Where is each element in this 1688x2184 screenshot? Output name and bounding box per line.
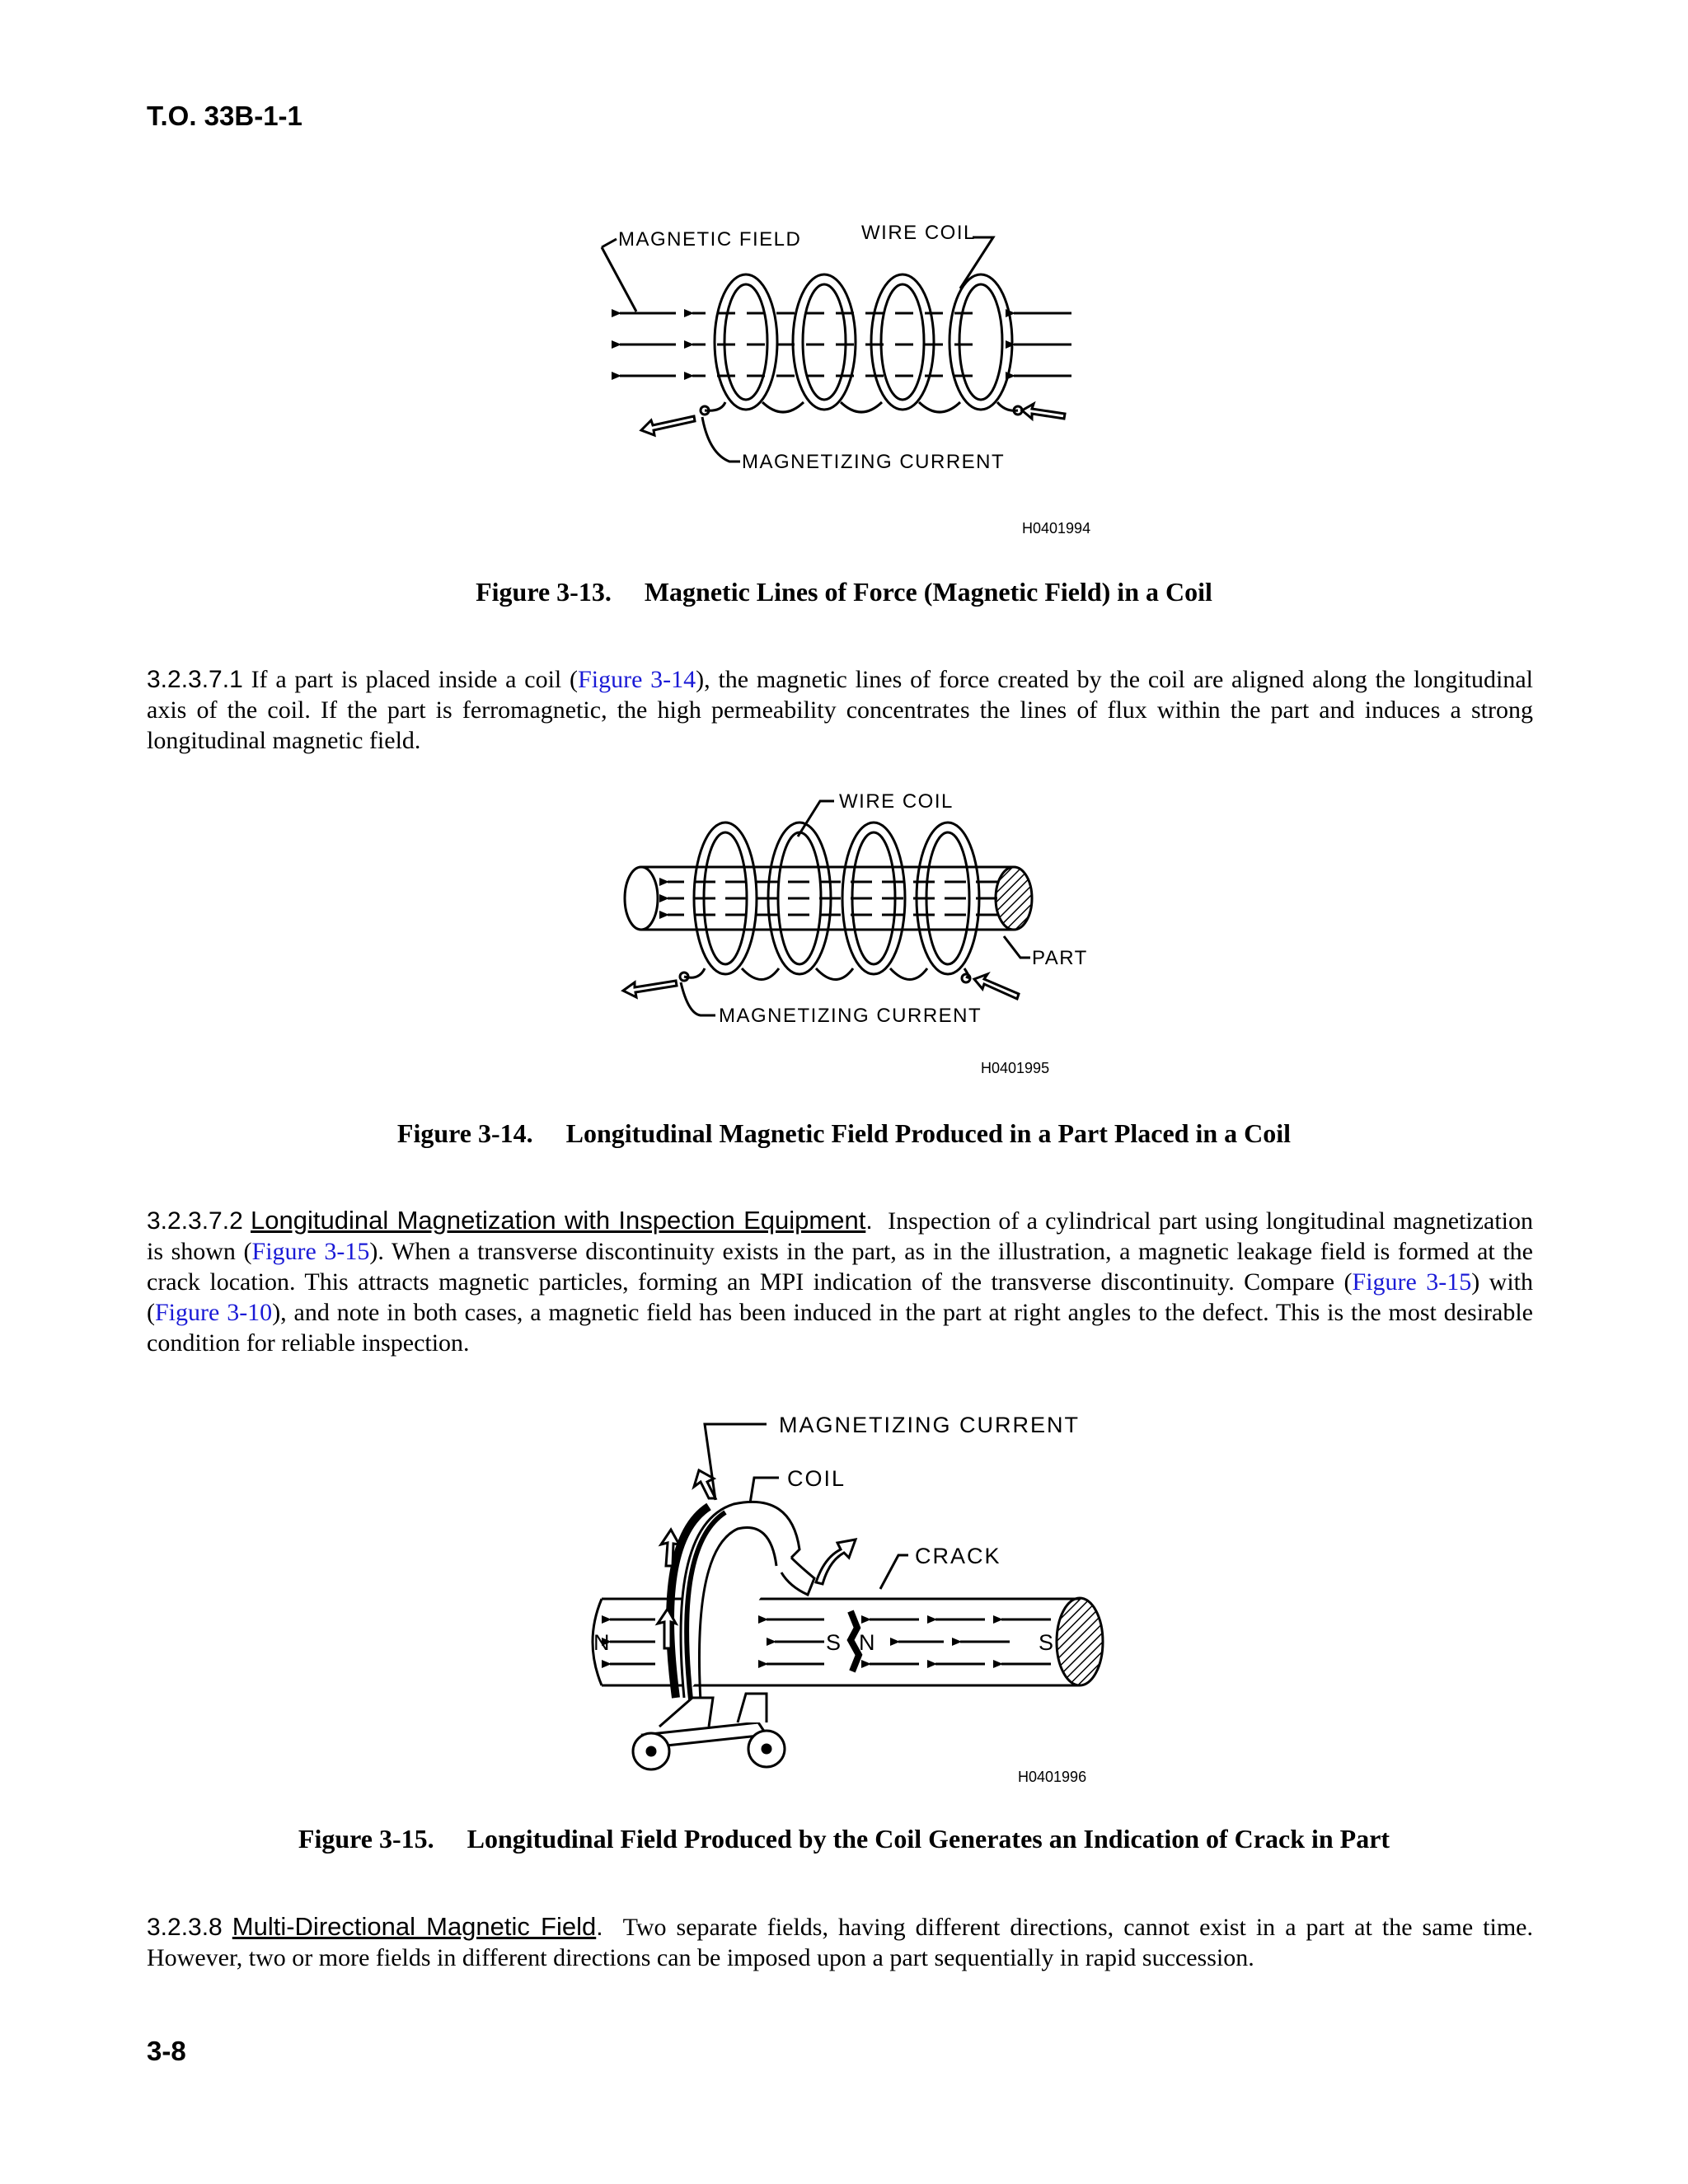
figure-3-14-caption	[0, 1118, 1688, 1149]
coil-current-arrow	[816, 1540, 856, 1584]
paragraph-number: 3.2.3.7.1	[147, 666, 243, 693]
page-number: 3-8	[147, 2036, 186, 2066]
part-label: PART	[1032, 947, 1088, 969]
current-in-arrow	[1022, 404, 1065, 419]
magnetizing-current-label: MAGNETIZING CURRENT	[742, 451, 1006, 473]
coil-field-diagram	[560, 206, 1137, 552]
paragraph-3-2-3-7-2	[147, 1205, 1533, 1358]
magnetic-field-label: MAGNETIC FIELD	[618, 228, 802, 251]
figure-3-15	[569, 1401, 1129, 1788]
caption-number: Figure 3-15.	[298, 1824, 434, 1854]
current-out-arrow	[641, 416, 695, 435]
figure-link[interactable]: Figure 3-15	[251, 1238, 370, 1265]
figure-code: H0401995	[981, 1060, 1050, 1076]
figure-code: H0401994	[1022, 520, 1091, 537]
paragraph-text: Inspection of a cylindrical part using longitudinal magnetization is shown (	[147, 1207, 1534, 1265]
paragraph-title: Longitudinal Magnetization with Inspection Equipment	[251, 1206, 866, 1235]
figure-3-13	[560, 206, 1137, 552]
paragraph-number: 3.2.3.8	[147, 1914, 223, 1941]
crack-indication	[851, 1611, 859, 1671]
figure-link[interactable]: Figure 3-15	[1352, 1268, 1472, 1296]
crack-label: CRACK	[915, 1544, 1001, 1568]
coil-carriage	[633, 1694, 785, 1769]
paragraph-text: Two separate fields, having different directions, cannot exist in a part at the same time. However, two or more fields in different directions can be imposed upon a part sequentially in rapid succession.	[147, 1914, 1533, 1971]
figure-code: H0401996	[1018, 1769, 1087, 1785]
wire-coil-label: WIRE COIL	[839, 790, 954, 813]
coil-inspection-diagram	[569, 1401, 1129, 1788]
north-pole-left: N	[593, 1630, 612, 1655]
magnetizing-current-label: MAGNETIZING CURRENT	[719, 1005, 982, 1027]
figure-link[interactable]: Figure 3-14	[578, 666, 696, 693]
title-period: .	[596, 1914, 603, 1941]
paragraph-3-2-3-8	[147, 1911, 1533, 1973]
figure-3-15-caption	[0, 1824, 1688, 1854]
figure-3-14	[610, 775, 1104, 1088]
caption-text: Longitudinal Magnetic Field Produced in a Part Placed in a Coil	[565, 1118, 1292, 1148]
figure-3-13-caption	[0, 577, 1688, 607]
coil-label: COIL	[787, 1466, 846, 1491]
caption-number: Figure 3-14.	[396, 1118, 533, 1148]
coil-part-diagram	[610, 775, 1104, 1088]
paragraph-text: ) with (	[147, 1268, 1533, 1326]
magnetizing-current-label: MAGNETIZING CURRENT	[779, 1413, 1080, 1437]
wire-coil	[680, 823, 979, 982]
paragraph-title: Multi-Directional Magnetic Field	[232, 1912, 597, 1941]
caption-text: Magnetic Lines of Force (Magnetic Field) in a Coil	[644, 577, 1212, 607]
paragraph-text: ). When a transverse discontinuity exists in the part, as in the illustration, a magnetic leakage field is formed at the crack location. This attracts magnetic particles, forming an MPI indication of the transverse discontinuity. Compare (	[147, 1238, 1533, 1296]
current-out-arrow	[623, 981, 677, 997]
paragraph-number: 3.2.3.7.2	[147, 1207, 243, 1235]
caption-text: Longitudinal Field Produced by the Coil Generates an Indication of Crack in Part	[467, 1824, 1390, 1854]
field-lines	[668, 882, 997, 915]
document-number: T.O. 33B-1-1	[147, 101, 302, 131]
coil	[670, 1502, 814, 1702]
paragraph-text: ), and note in both cases, a magnetic field has been induced in the part at right angles to the defect. This is the most desirable condition for reliable inspection.	[147, 1299, 1533, 1357]
wire-coil-label: WIRE COIL	[861, 222, 976, 244]
south-pole-crack: S	[826, 1630, 843, 1655]
caption-number: Figure 3-13.	[476, 577, 612, 607]
paragraph-text: ), the magnetic lines of force created by the coil are aligned along the longitudinal axis of the coil. If the part is ferromagnetic, the high permeability concentrates the lines of flux within the part and induces a strong longitudinal magnetic field.	[147, 666, 1533, 754]
south-pole-right: S	[1039, 1630, 1056, 1655]
north-pole-crack: N	[859, 1630, 877, 1655]
title-period: .	[865, 1207, 873, 1235]
current-in-arrow	[974, 974, 1019, 999]
paragraph-3-2-3-7-1	[147, 664, 1533, 756]
paragraph-text: If a part is placed inside a coil (	[251, 666, 579, 693]
figure-link[interactable]: Figure 3-10	[155, 1299, 273, 1326]
